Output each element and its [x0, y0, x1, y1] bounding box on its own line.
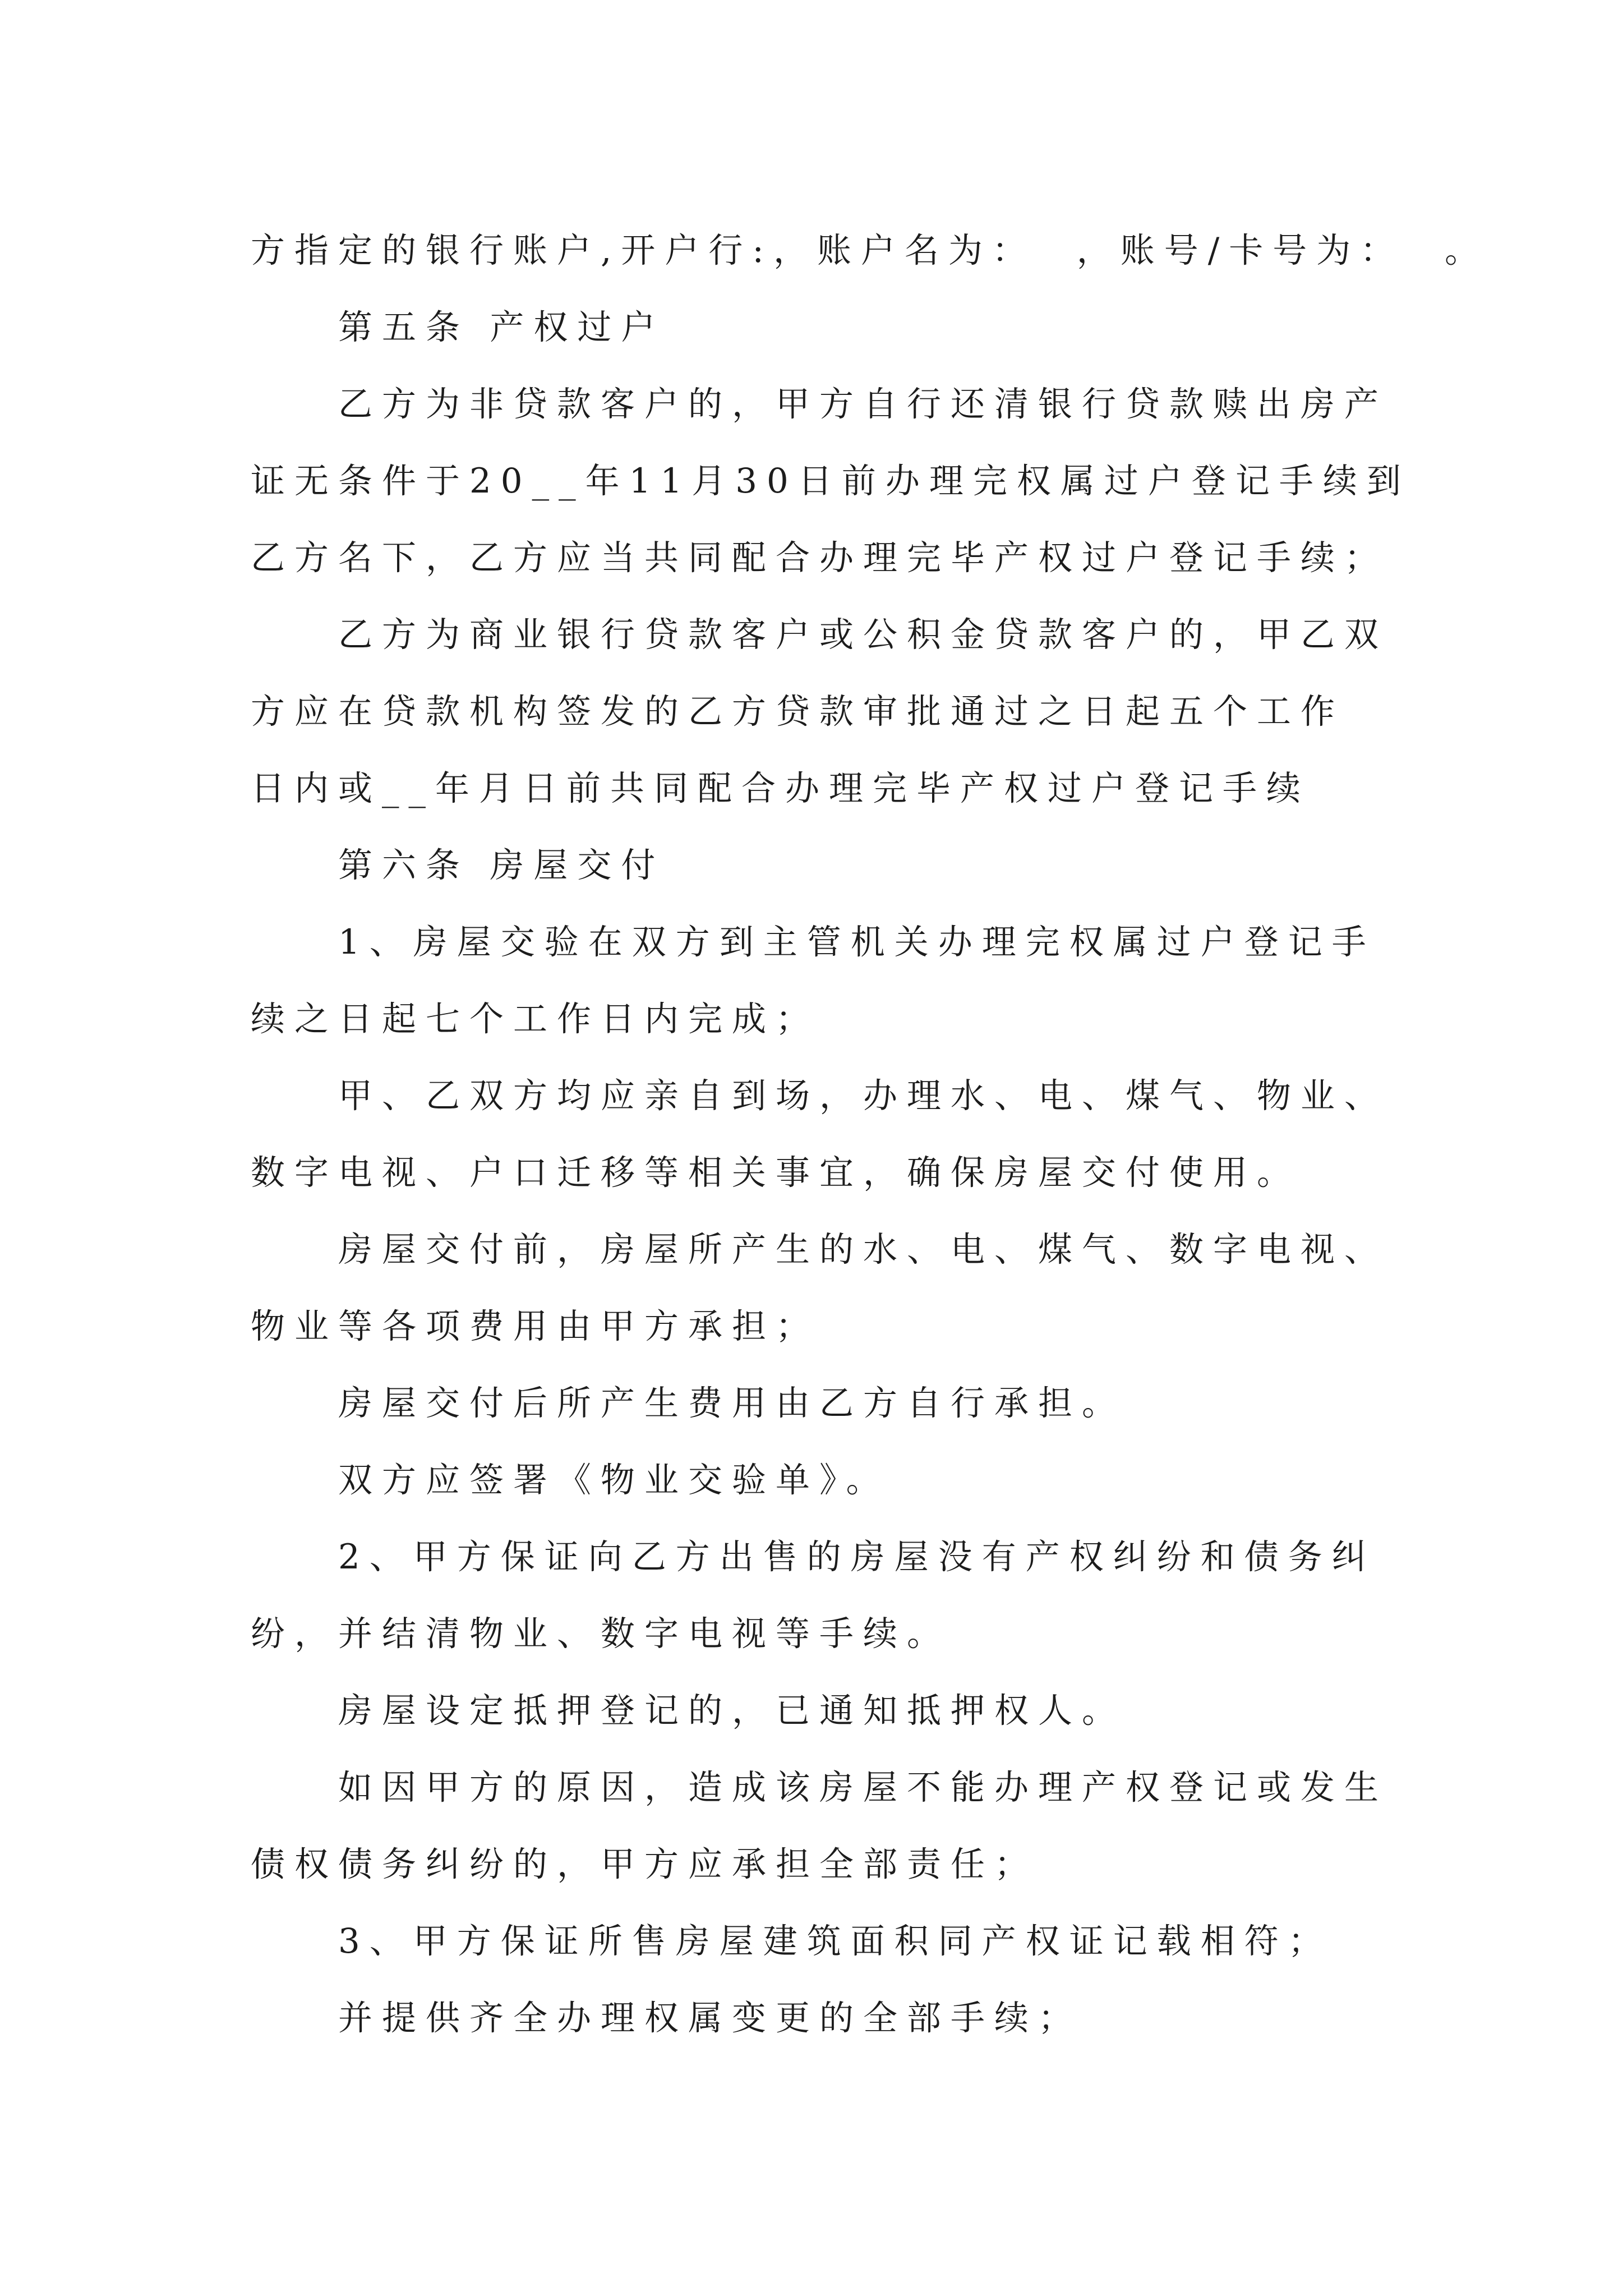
text-line: 物业等各项费用由甲方承担； — [251, 1306, 820, 1346]
text-line: 纷，并结清物业、数字电视等手续。 — [251, 1614, 951, 1654]
text-line: 1、房屋交验在双方到主管机关办理完权属过户登记手 — [338, 922, 1376, 962]
text-line: 乙方为非贷款客户的，甲方自行还清银行贷款赎出房产 — [338, 384, 1389, 424]
text-line: 房屋交付前，房屋所产生的水、电、煤气、数字电视、 — [338, 1230, 1389, 1269]
text-line: 乙方为商业银行贷款客户或公积金贷款客户的，甲乙双 — [338, 615, 1389, 655]
text-line: 方应在贷款机构签发的乙方贷款审批通过之日起五个工作 — [251, 692, 1345, 731]
text-line: 双方应签署《物业交验单》。 — [338, 1460, 890, 1500]
text-line: 房屋设定抵押登记的，已通知抵押权人。 — [338, 1691, 1126, 1731]
section-heading: 第五条 产权过户 — [338, 307, 665, 347]
text-line: 数字电视、户口迁移等相关事宜，确保房屋交付使用。 — [251, 1153, 1301, 1193]
text-line: 日内或__年月日前共同配合办理完毕产权过户登记手续 — [251, 769, 1311, 808]
text-line: 甲、乙双方均应亲自到场，办理水、电、煤气、物业、 — [338, 1076, 1389, 1116]
text-line: 如因甲方的原因，造成该房屋不能办理产权登记或发生 — [338, 1768, 1389, 1807]
text-line: 债权债务纠纷的，甲方应承担全部责任； — [251, 1844, 1039, 1884]
text-line: 2、甲方保证向乙方出售的房屋没有产权纠纷和债务纠 — [338, 1537, 1376, 1577]
text-line: 房屋交付后所产生费用由乙方自行承担。 — [338, 1383, 1126, 1423]
section-heading: 第六条 房屋交付 — [338, 845, 665, 885]
text-line: 并提供齐全办理权属变更的全部手续； — [338, 1998, 1082, 2038]
document-body — [251, 212, 1541, 2056]
text-line: 乙方名下，乙方应当共同配合办理完毕产权过户登记手续； — [251, 538, 1389, 578]
text-line: 续之日起七个工作日内完成； — [251, 999, 820, 1039]
text-line: 方指定的银行账户,开户行:，账户名为： ，账号/卡号为： 。 — [251, 231, 1489, 270]
text-line: 证无条件于20__年11月30日前办理完权属过户登记手续到 — [251, 461, 1410, 501]
text-line: 3、甲方保证所售房屋建筑面积同产权证记载相符； — [338, 1921, 1332, 1961]
